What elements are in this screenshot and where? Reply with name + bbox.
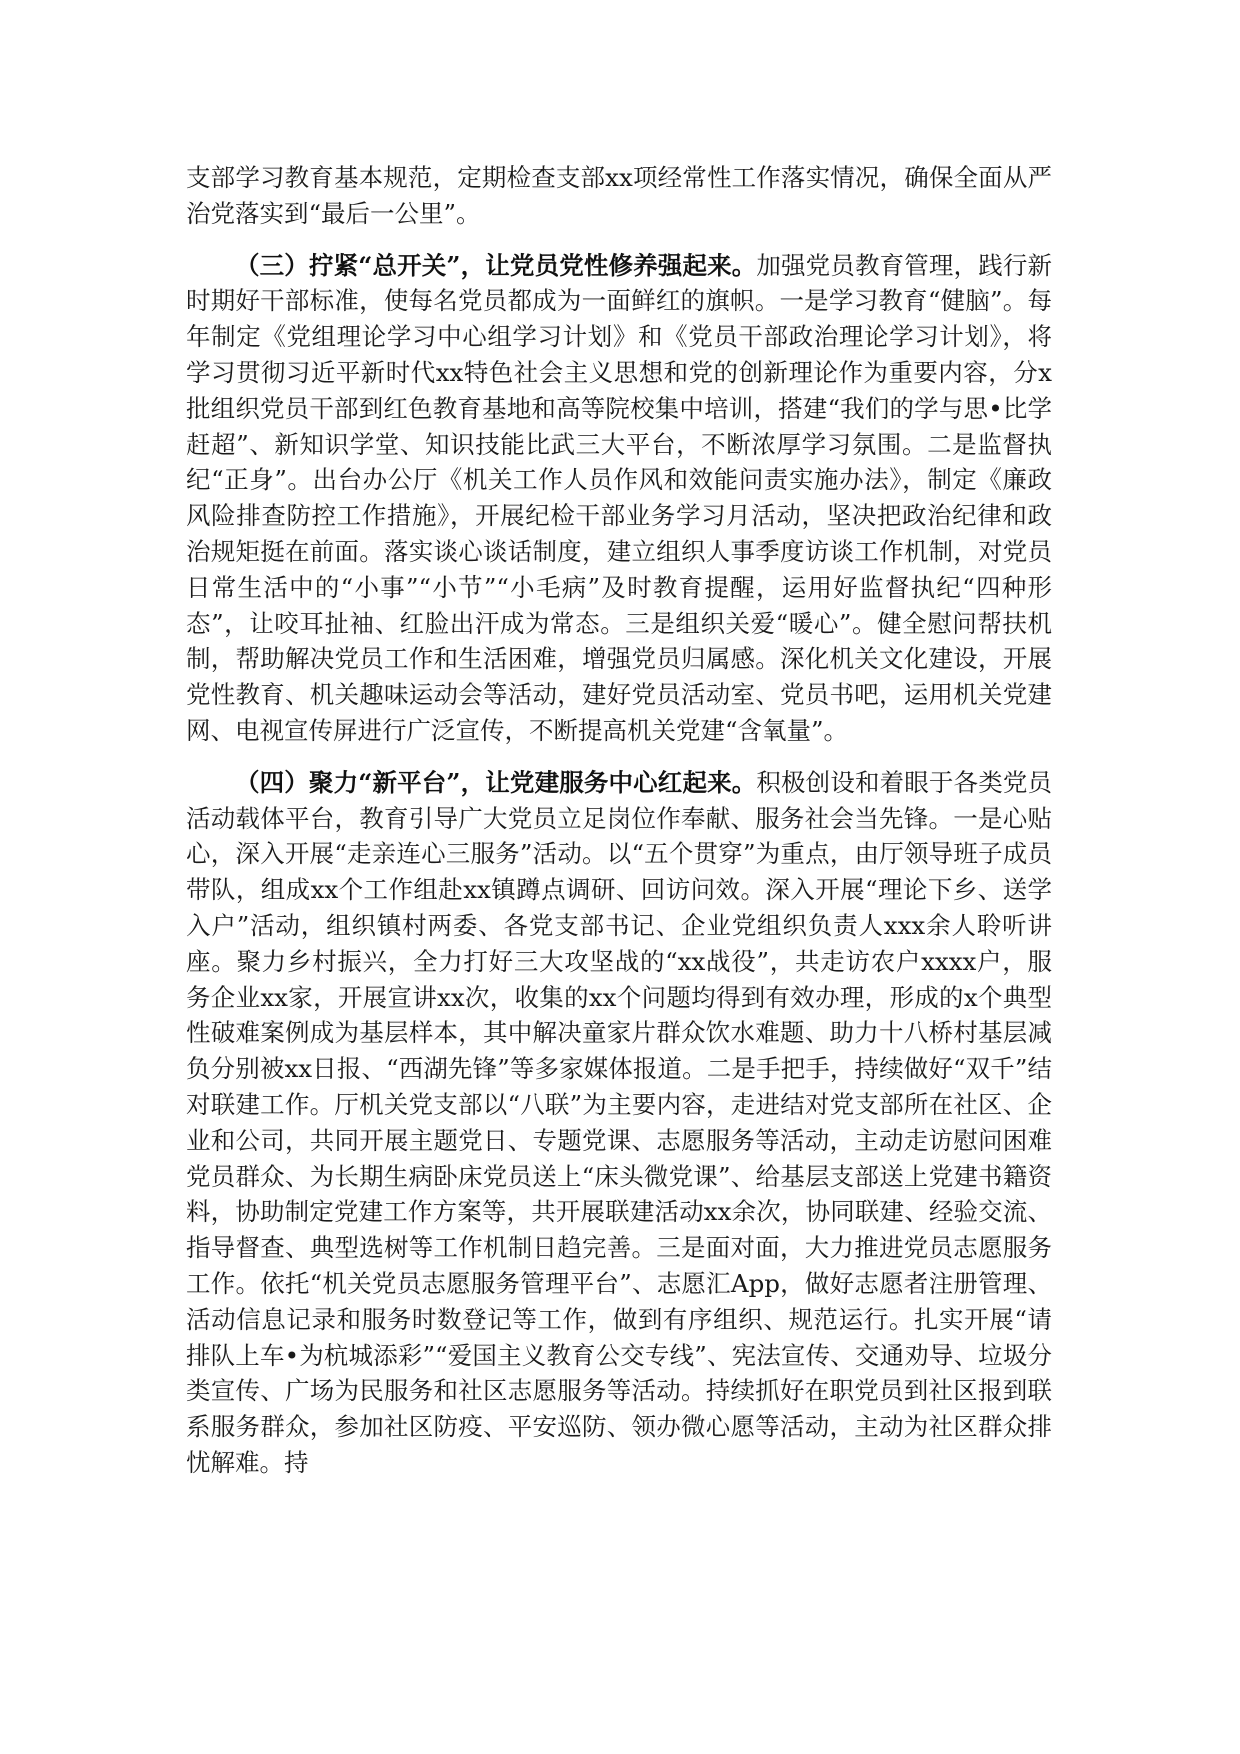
paragraph-body: 加强党员教育管理，践行新时期好干部标准，使每名党员都成为一面鲜红的旗帜。一是学习教育“健脑”。每年制定《党组理论学习中心组学习计划》和《党员干部政治理论学习计划》，将学习贯彻习近平新时代xx特色社会主义思想和党的创新理论作为重要内容，分x批组织党员干部到红色教育基地和高等院校集中培训，搭建“我们的学与思•比学赶超”、新知识学堂、知识技能比武三大平台，不断浓厚学习氛围。二是监督执纪“正身”。出台办公厅《机关工作人员作风和效能问责实施办法》，制定《廉政风险排查防控工作措施》，开展纪检干部业务学习月活动，坚决把政治纪律和政治规矩挺在前面。落实谈心谈话制度，建立组织人事季度访谈工作机制，对党员日常生活中的“小事”“小节”“小毛病”及时教育提醒，运用好监督执纪“四种形态”，让咬耳扯袖、红脸出汗成为常态。三是组织关爱“暖心”。健全慰问帮扶机制，帮助解决党员工作和生活困难，增强党员归属感。深化机关文化建设，开展党性教育、机关趣味运动会等活动，建好党员活动室、党员书吧，运用机关党建网、电视宣传屏进行广泛宣传，不断提高机关党建“含氧量”。 [186, 250, 1052, 745]
section-heading-3: （三）拧紧“总开关”，让党员党性修养强起来。 [235, 250, 757, 280]
paragraph-section-4 [186, 765, 1052, 1481]
paragraph-continuation [186, 160, 1052, 232]
paragraph-body: 支部学习教育基本规范，定期检查支部xx项经常性工作落实情况，确保全面从严治党落实到“最后一公里”。 [186, 163, 1052, 228]
paragraph-section-3 [186, 248, 1052, 749]
document-body [186, 160, 1052, 1481]
paragraph-body: 积极创设和着眼于各类党员活动载体平台，教育引导广大党员立足岗位作奉献、服务社会当先锋。一是心贴心，深入开展“走亲连心三服务”活动。以“五个贯穿”为重点，由厅领导班子成员带队，组成xx个工作组赴xx镇蹲点调研、回访问效。深入开展“理论下乡、送学入户”活动，组织镇村两委、各党支部书记、企业党组织负责人xxx余人聆听讲座。聚力乡村振兴，全力打好三大攻坚战的“xx战役”，共走访农户xxxx户，服务企业xx家，开展宣讲xx次，收集的xx个问题均得到有效办理，形成的x个典型性破难案例成为基层样本，其中解决童家片群众饮水难题、助力十八桥村基层减负分别被xx日报、“西湖先锋”等多家媒体报道。二是手把手，持续做好“双千”结对联建工作。厅机关党支部以“八联”为主要内容，走进结对党支部所在社区、企业和公司，共同开展主题党日、专题党课、志愿服务等活动，主动走访慰问困难党员群众、为长期生病卧床党员送上“床头微党课”、给基层支部送上党建书籍资料，协助制定党建工作方案等，共开展联建活动xx余次，协同联建、经验交流、指导督查、典型选树等工作机制日趋完善。三是面对面，大力推进党员志愿服务工作。依托“机关党员志愿服务管理平台”、志愿汇App，做好志愿者注册管理、活动信息记录和服务时数登记等工作，做到有序组织、规范运行。扎实开展“请排队上车•为杭城添彩”“爱国主义教育公交专线”、宪法宣传、交通劝导、垃圾分类宣传、广场为民服务和社区志愿服务等活动。持续抓好在职党员到社区报到联系服务群众，参加社区防疫、平安巡防、领办微心愿等活动，主动为社区群众排忧解难。持 [186, 767, 1052, 1477]
section-heading-4: （四）聚力“新平台”，让党建服务中心红起来。 [235, 767, 757, 797]
